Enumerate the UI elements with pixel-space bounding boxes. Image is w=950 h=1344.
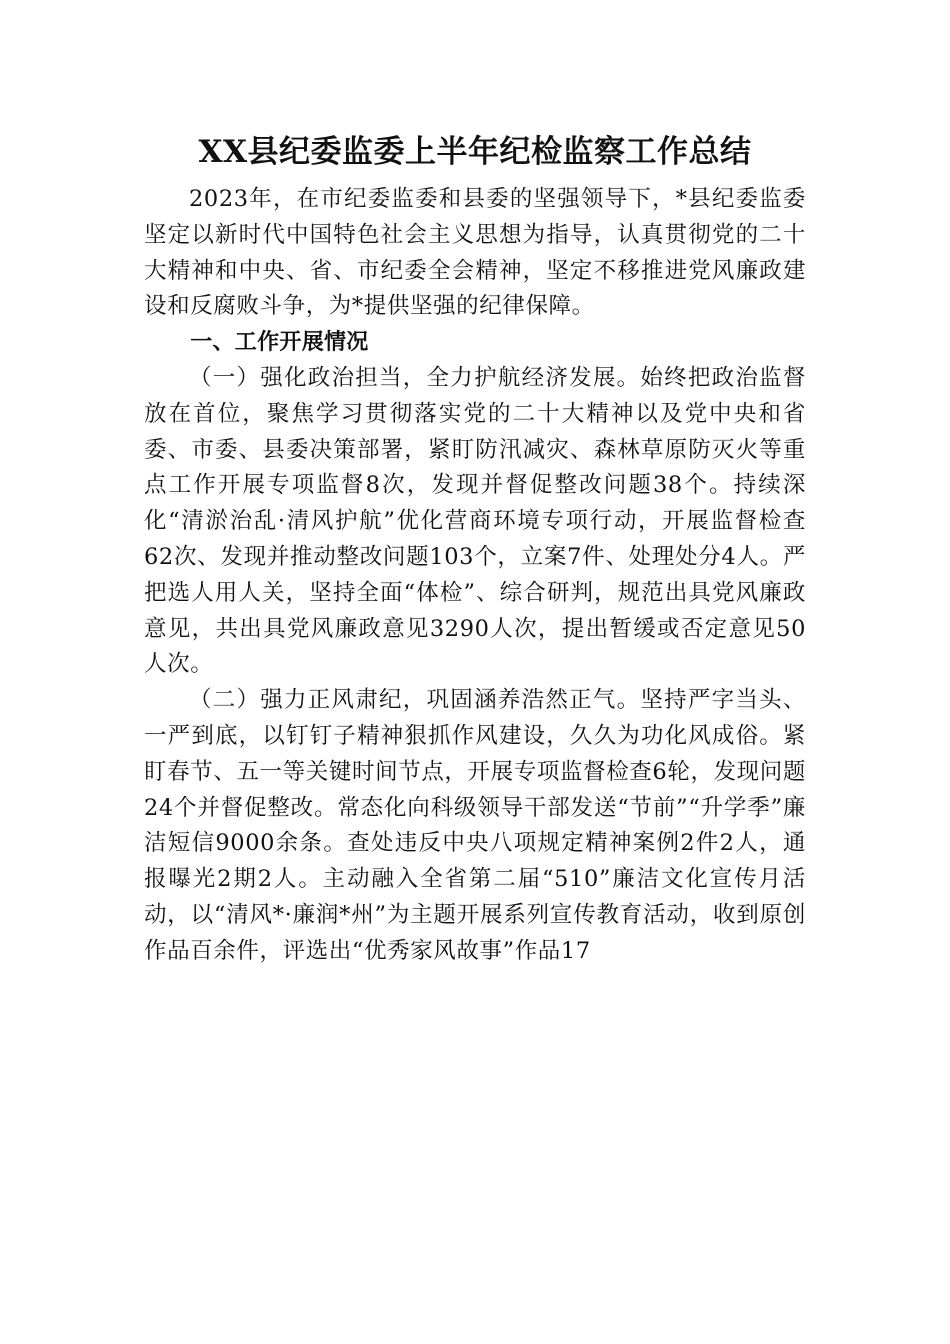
- document-page: [144, 128, 806, 970]
- section-heading-work-progress: 一、工作开展情况: [190, 330, 369, 356]
- document-title: XX县纪委监委上半年纪检监察工作总结: [198, 134, 752, 170]
- paragraph-conduct-discipline: （二）强力正风肃纪，巩固涵养浩然正气。坚持严字当头、一严到底，以钉钉子精神狠抓作风建设，久久为功化风成俗。紧盯春节、五一等关键时间节点，开展专项监督检查6轮，发现问题24个并督促整改。常态化向科级领导干部发送“节前”“升学季”廉洁短信9000余条。查处违反中央八项规定精神案例2件2人，通报曝光2期2人。主动融入全省第二届“510”廉洁文化宣传月活动，以“清风*·廉润*州”为主题开展系列宣传教育活动，收到原创作品百余件，评选出“优秀家风故事”作品17: [144, 687, 806, 964]
- intro-paragraph: 2023年，在市纪委监委和县委的坚强领导下，*县纪委监委坚定以新时代中国特色社会主义思想为指导，认真贯彻党的二十大精神和中央、省、市纪委全会精神，坚定不移推进党风廉政建设和反腐败斗争，为*提供坚强的纪律保障。: [144, 186, 806, 320]
- paragraph-political-supervision: （一）强化政治担当，全力护航经济发展。始终把政治监督放在首位，聚焦学习贯彻落实党的二十大精神以及党中央和省委、市委、县委决策部署，紧盯防汛减灾、森林草原防灭火等重点工作开展专项监督8次，发现并督促整改问题38个。持续深化“清淤治乱·清风护航”优化营商环境专项行动，开展监督检查62次、发现并推动整改问题103个，立案7件、处理处分4人。严把选人用人关，坚持全面“体检”、综合研判，规范出具党风廉政意见，共出具党风廉政意见3290人次，提出暂缓或否定意见50人次。: [144, 364, 806, 678]
